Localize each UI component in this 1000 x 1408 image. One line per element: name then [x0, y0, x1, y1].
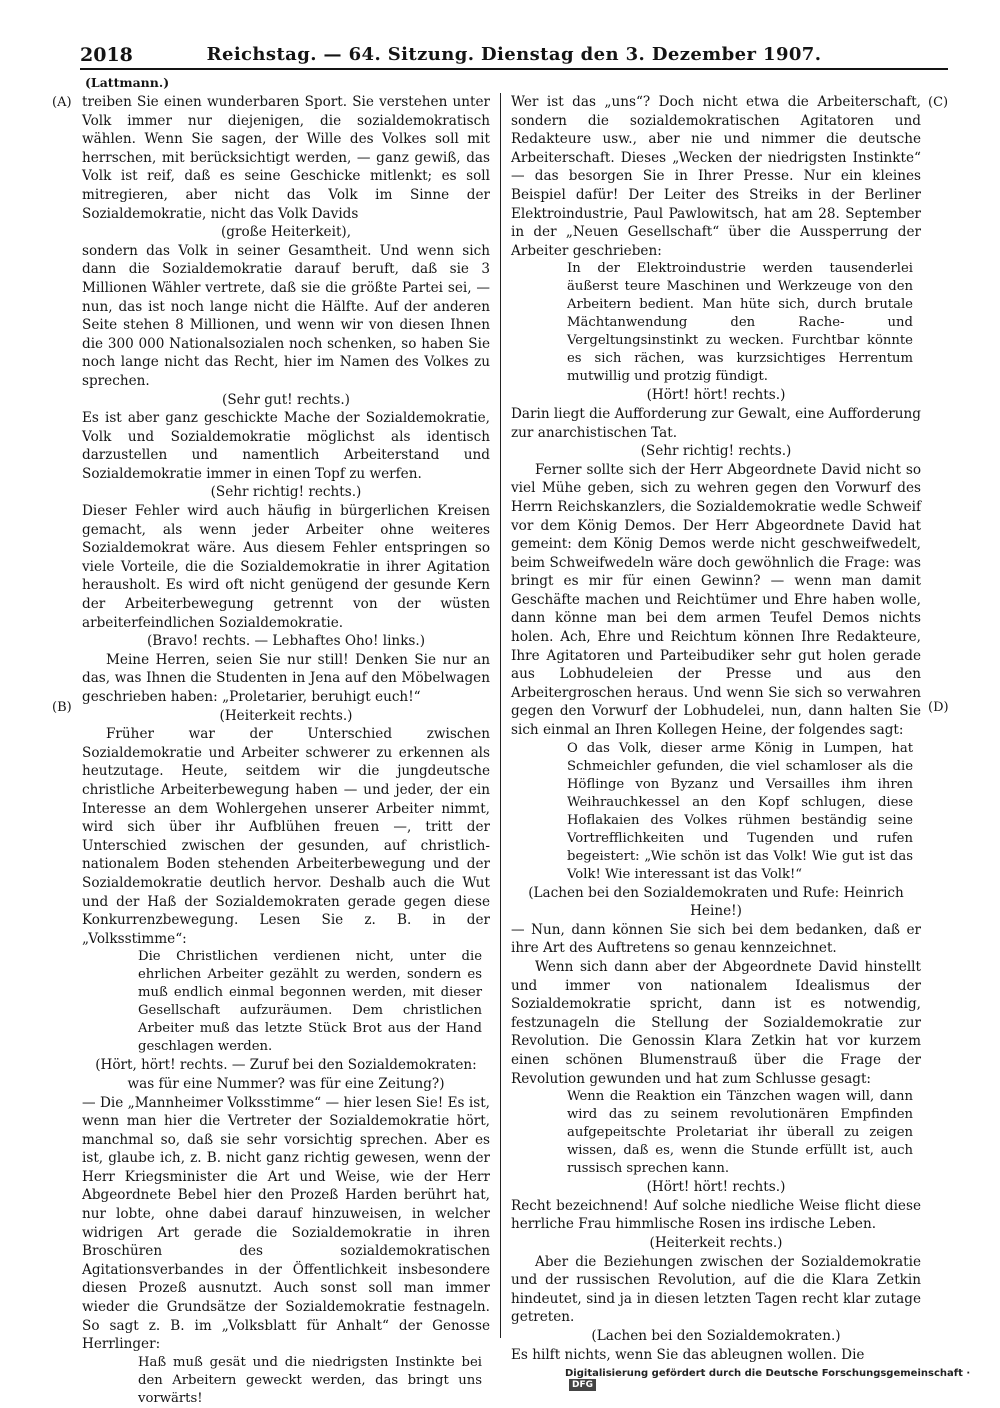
paragraph: Ferner sollte sich der Herr Abgeordnete David nicht so viel Mühe geben, sich zu wehren gegen den Vorwurf des Herrn Reichskanzlers, die Sozialdemokratie wedle Schweif vor dem König Demos. Der Herr Abgeordnete David hat gemeint: dem König Demos werde nicht geschweifwedelt, beim Schweifwedeln wäre doch gewöhnlich die Frage: was bringt es mir für einen Gewinn? — wenn man damit Geschäfte machen und Reichtümer und Ehre haben wolle, dann könne man bei dem armen Teufel Demos nichts holen. Ach, Ehre und Reichtum können Ihre Redakteure, Ihre Agitatoren und Parteibudiker sehr gut holen gerade aus Lobhudeleien der Presse und aus den Arbeitergroschen heraus. Und wenn Sie sich so verwahren gegen den Vorwurf der Lobhudelei, nun, dann halten Sie sich einmal an Ihren Kollegen Heine, der folgendes sagt:	[511, 461, 921, 739]
interjection: (Heiterkeit rechts.)	[219, 707, 353, 724]
digitization-footer	[565, 1368, 1000, 1391]
block-quote: Haß muß gesät und die niedrigsten Instinkte bei den Arbeitern geweckt werden, das bringt uns vorwärts!	[138, 1354, 482, 1406]
footer-text: Digitalisierung gefördert durch die Deutsche Forschungsgemeinschaft ·	[565, 1368, 971, 1379]
column-divider	[500, 93, 501, 1338]
paragraph: Aber die Beziehungen zwischen der Sozialdemokratie und der russischen Revolution, auf die die Klara Zetkin hindeutet, sind ja in diesen letzten Tagen recht klar zutage getreten.	[511, 1253, 921, 1326]
paragraph: sondern das Volk in seiner Gesamtheit. Und wenn sich dann die Sozialdemokratie darauf beruft, daß sie 3 Millionen Wähler vertrete, daß sie die größte Partei sei, — nun, das ist noch lange nicht die Hälfte. Auf der anderen Seite stehen 8 Millionen, und wenn wir von diesen Ihnen die 300 000 Nationalsozialen noch schenken, so haben Sie noch lange nicht das Recht, hier im Namen des Volkes zu sprechen.	[82, 242, 490, 389]
paragraph: Recht bezeichnend! Auf solche niedliche Weise flicht diese herrliche Frau himmlische Rosen ins irdische Leben.	[511, 1197, 921, 1233]
margin-marker-a: (A)	[52, 95, 72, 110]
interjection: (Sehr richtig! rechts.)	[210, 484, 362, 501]
interjection: (Heiterkeit rechts.)	[649, 1234, 783, 1251]
interjection: (Bravo! rechts. — Lebhaftes Oho! links.)	[146, 633, 426, 650]
block-quote: Wenn die Reaktion ein Tänzchen wagen will, dann wird das zu seinem revolutionären Empfinden aufgepeitschte Proletariat ihr überall zu zeigen wissen, daß es, wenn die Stunde erfüllt ist, auch russisch sprechen kann.	[567, 1089, 913, 1177]
header-rule	[80, 68, 948, 70]
interjection: (Sehr richtig! rechts.)	[640, 443, 792, 460]
block-quote: Die Christlichen verdienen nicht, unter die ehrlichen Arbeiter gezählt zu werden, sondern es muß endlich einmal begonnen werden, mit dieser Gesellschaft aufzuräumen. Dem christlichen Arbeiter muß das letzte Stück Brot aus der Hand geschlagen werden.	[138, 949, 482, 1055]
interjection: (Hört! hört! rechts.)	[646, 1179, 786, 1196]
margin-marker-c: (C)	[928, 95, 949, 110]
block-quote: O das Volk, dieser arme König in Lumpen, hat Schmeichler gefunden, die viel schamloser als die Höflinge von Byzanz und Versailles ihm ihren Weihrauchkessel an den Kopf schlugen, diese Hoflakaien des Volkes rühmen beständig seine Vortrefflichkeiten und Tugenden und rufen begeistert: „Wie schön ist das Volk! Wie gut ist das Volk! Wie interessant ist das Volk!“	[567, 740, 913, 882]
running-title: Reichstag. — 64. Sitzung. Dienstag den 3. Dezember 1907.	[206, 44, 822, 65]
paragraph: Darin liegt die Aufforderung zur Gewalt, eine Aufforderung zur anarchistischen Tat.	[511, 405, 921, 441]
paragraph: — Die „Mannheimer Volksstimme“ — hier lesen Sie! Es ist, wenn man hier die Vertreter der Sozialdemokratie hört, manchmal so, daß sie sehr vorsichtig sprechen. Aber es ist, glaube ich, z. B. nicht ganz richtig gewesen, wenn der Herr Kriegsminister die Art und Weise, wie der Herr Abgeordnete Bebel hier den Prozeß Harden berührt hat, nur lobte, ohne dabei darauf hinzuweisen, in welcher widrigen Art gerade die Sozialdemokratie in ihren Broschüren des sozialdemokratischen Agitationsverbandes in der Öffentlichkeit insbesondere diesen Prozeß ausnutzt. Auch sonst soll man immer wieder die Grundsätze der Sozialdemokratie festnageln. So sagt z. B. im „Volksblatt für Anhalt“ der Genosse Herrlinger:	[82, 1094, 490, 1353]
paragraph: Es ist aber ganz geschickte Mache der Sozialdemokratie, Volk und Sozialdemokratie möglichst als identisch darzustellen und namentlich Arbeiterstand und Sozialdemokratie immer in einen Topf zu werfen.	[82, 410, 490, 482]
right-column	[511, 93, 921, 1364]
margin-marker-b: (B)	[52, 700, 72, 715]
paragraph: Meine Herren, seien Sie nur still! Denken Sie nur an das, was Ihnen die Studenten in Jena auf den Möbelwagen geschrieben haben: „Proletarier, beruhigt euch!“	[82, 651, 490, 705]
interjection: (Lachen bei den Sozialdemokraten und Rufe: Heinrich Heine!)	[528, 884, 904, 920]
paragraph: Dieser Fehler wird auch häufig in bürgerlichen Kreisen gemacht, als wenn jeder Arbeiter ohne weiteres Sozialdemokrat wäre. Aus diesem Fehler entspringen so viele Vorteile, die die Sozialdemokratie in ihrer Agitation herausholt. Es wird oft nicht genügend der gesunde Kern der Arbeiterbewegung getrennt von der wüsten arbeiterfeindlichen Sozialdemokratie.	[82, 503, 490, 631]
left-column	[82, 93, 490, 1408]
block-quote: In der Elektroindustrie werden tausenderlei äußerst teure Maschinen und Werkzeuge von den Arbeitern bedient. Man hüte sich, durch brutale Mächtanwendung den Rache- und Vergeltungsinstinkt zu wecken. Furchtbar könnte es sich rächen, was kurzsichtiges Herrentum mutwillig und protzig fündigt.	[567, 261, 913, 385]
interjection: (Hört! hört! rechts.)	[646, 387, 786, 404]
interjection: (Lachen bei den Sozialdemokraten.)	[591, 1327, 841, 1344]
paragraph: Wenn sich dann aber der Abgeordnete David hinstellt und immer von nationalem Idealismus der Sozialdemokratie spricht, dann ist es notwendig, festzunageln die Stellung der Sozialdemokratie zur Revolution. Die Genossin Klara Zetkin hat vor kurzem einen schönen Blumenstrauß über die Frage der Revolution gewunden und hat zum Schlusse gesagt:	[511, 959, 921, 1087]
paragraph: — Nun, dann können Sie sich bei dem bedanken, daß er ihre Art des Auftretens so genau kennzeichnet.	[511, 921, 921, 957]
dfg-logo: DFG	[569, 1379, 596, 1391]
paragraph: treiben Sie einen wunderbaren Sport. Sie verstehen unter Volk immer nur diejenigen, die sozialdemokratisch wählen. Wenn Sie sagen, der Wille des Volkes soll mit herrschen, mit berücksichtigt werden, — ganz gewiß, das Volk ist reif, daß es seine Geschicke mitlenkt; es soll mitregieren, aber nicht das Volk im Sinne der Sozialdemokratie, nicht das Volk Davids	[82, 94, 490, 222]
interjection: (Sehr gut! rechts.)	[222, 391, 350, 408]
paragraph: Wer ist das „uns“? Doch nicht etwa die Arbeiterschaft, sondern die sozialdemokratischen Agitatoren und Redakteure usw., aber nie und nimmer die deutsche Arbeiterschaft. Dieses „Wecken der niedrigsten Instinkte“ — das besorgen Sie in Ihrer Presse. Nur ein kleines Beispiel dafür! Der Leiter des Streiks in der Berliner Elektroindustrie, Paul Pawlowitsch, hat am 28. September in der „Neuen Gesellschaft“ über die Aussperrung der Arbeiter geschrieben:	[511, 94, 921, 259]
interjection: (Hört, hört! rechts. — Zuruf bei den Sozialdemokraten: was für eine Nummer? was für eine Zeitung?)	[95, 1057, 477, 1092]
interjection: (große Heiterkeit),	[220, 224, 352, 241]
page-number: 2018	[80, 44, 133, 66]
paragraph: Es hilft nichts, wenn Sie das ableugnen wollen. Die	[511, 1346, 865, 1363]
margin-marker-d: (D)	[928, 700, 949, 715]
paragraph: Früher war der Unterschied zwischen Sozialdemokratie und Arbeiter schwerer zu erkennen als heutzutage. Heute, seitdem wir die jungdeutsche christliche Arbeiterbewegung haben — und jeder, der ein Interesse an dem Wohlergehen unserer Arbeiter nimmt, wird sich über ihr Aufblühen freuen —, tritt der Unterschied zwischen der gesunden, auf christlich-nationalem Boden stehenden Arbeiterbewegung und der Sozialdemokratie deutlich hervor. Deshalb auch die Wut und der Haß der Sozialdemokraten gerade gegen diese Konkurrenzbewegung. Lesen Sie z. B. in der „Volksstimme“:	[82, 726, 490, 947]
speaker-name: (Lattmann.)	[85, 75, 170, 90]
